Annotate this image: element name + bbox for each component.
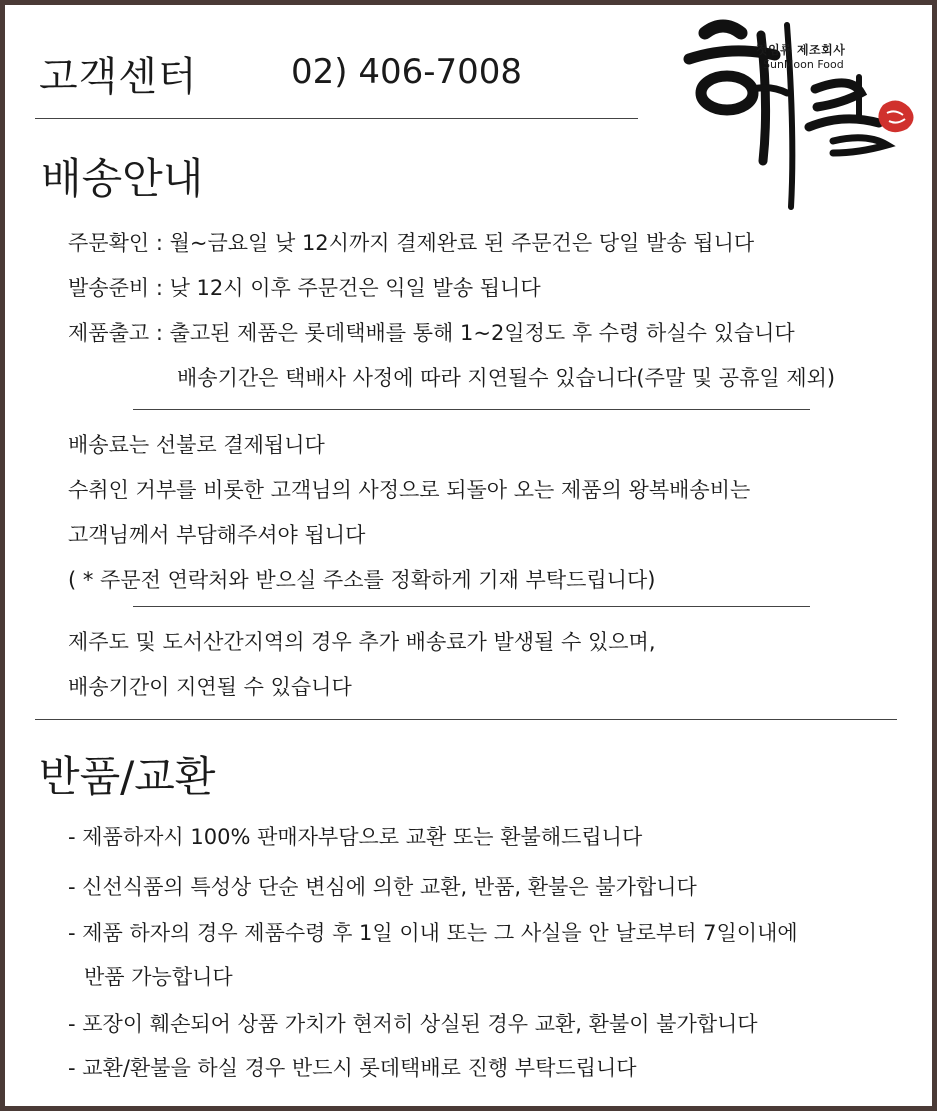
shipping-fee-line: ( * 주문전 연락처와 받으실 주소를 정확하게 기재 부탁드립니다) [68, 568, 656, 592]
shipping-island-line: 제주도 및 도서산간지역의 경우 추가 배송료가 발생될 수 있으며, [68, 630, 656, 654]
shipping-schedule-line: 주문확인 : 월~금요일 낮 12시까지 결제완료 된 주문건은 당일 발송 됩니다 [68, 231, 755, 255]
divider-shipping-1 [133, 409, 810, 410]
logo-tagline: 젓임류 제조회사 [756, 43, 846, 57]
divider-shipping-2 [133, 606, 810, 607]
shipping-fee-line: 배송료는 선불로 결제됩니다 [68, 433, 325, 457]
returns-item: - 포장이 훼손되어 상품 가치가 현저히 상실된 경우 교환, 환불이 불가합니다 [68, 1012, 758, 1036]
shipping-fee-line: 수취인 거부를 비롯한 고객님의 사정으로 되돌아 오는 제품의 왕복배송비는 [68, 478, 751, 502]
logo-brand-en: SunMoon Food [763, 58, 844, 71]
customer-center-title: 고객센터 [39, 54, 198, 100]
divider-returns [35, 719, 897, 720]
shipping-heading: 배송안내 [41, 154, 204, 203]
divider-top [35, 118, 638, 119]
brand-logo [683, 15, 923, 220]
returns-item: - 제품 하자의 경우 제품수령 후 1일 이내 또는 그 사실을 안 날로부터 7일이내에 [68, 921, 798, 945]
shipping-schedule-line: 제품출고 : 출고된 제품은 롯데택배를 통해 1~2일정도 후 수령 하실수 있습니다 [68, 321, 795, 345]
customer-center-phone: 02) 406-7008 [291, 52, 523, 92]
shipping-fee-line: 고객님께서 부담해주셔야 됩니다 [68, 523, 366, 547]
returns-item: - 신선식품의 특성상 단순 변심에 의한 교환, 반품, 환불은 불가합니다 [68, 875, 697, 899]
returns-item: 반품 가능합니다 [84, 965, 233, 989]
shipping-schedule-line: 발송준비 : 낮 12시 이후 주문건은 익일 발송 됩니다 [68, 276, 541, 300]
shipping-island-line: 배송기간이 지연될 수 있습니다 [68, 675, 352, 699]
returns-item: - 교환/환불을 하실 경우 반드시 롯데택배로 진행 부탁드립니다 [68, 1056, 637, 1080]
returns-item: - 제품하자시 100% 판매자부담으로 교환 또는 환불해드립니다 [68, 825, 643, 849]
returns-heading: 반품/교환 [39, 752, 216, 801]
shipping-schedule-line: 배송기간은 택배사 사정에 따라 지연될수 있습니다(주말 및 공휴일 제외) [177, 366, 836, 390]
